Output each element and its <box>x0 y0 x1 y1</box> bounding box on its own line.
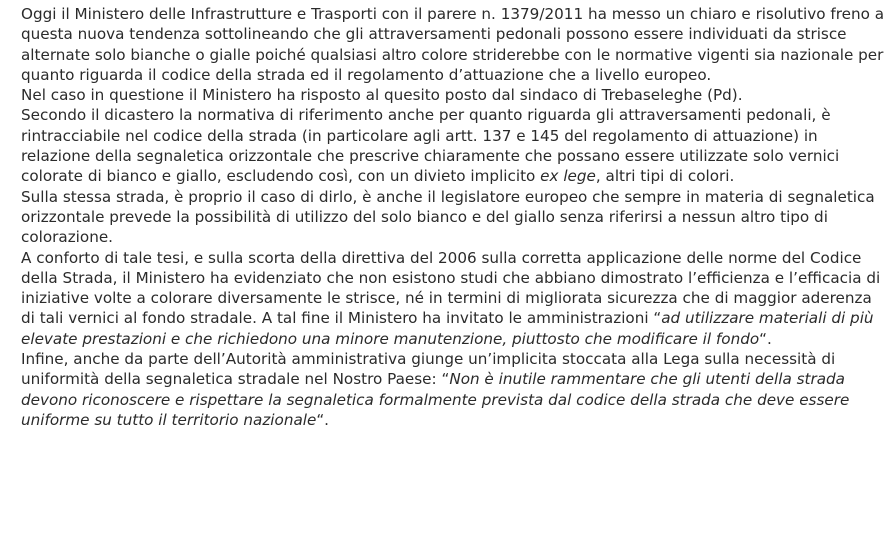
paragraph-text: Secondo il dicastero la normativa di riferimento anche per quanto riguarda gli attraversamenti pedonali, è rintracciabile nel codice della strada (in particolare agli artt. 137 e 145 del regolamento di attuazione) in relazione della segnaletica orizzontale che prescrive chiaramente che possano essere utilizzate solo vernici colorate di bianco e giallo, escludendo così, con un divieto implicito <box>21 106 840 186</box>
latin-term-emphasis: ex lege <box>540 167 596 186</box>
paragraph-text: “. <box>316 410 330 429</box>
paragraph-text: A conforto di tale tesi, e sulla scorta della direttiva del 2006 sulla corretta applicazione delle norme del Codice della Strada, il Ministero ha evidenziato che non esistono studi che abbiano dimostrato l’efficienza e l’efficacia di iniziative volte a colorare diversamente le strisce, né in termini di migliorata sicurezza che di maggior aderenza di tali vernici al fondo stradale. A tal fine il Ministero ha invitato le amministrazioni “ <box>21 248 881 328</box>
paragraph-directive-2006 <box>21 248 885 349</box>
ministry-quote: ad utilizzare materiali di più elevate prestazioni e che richiedono una minore manutenzione, piuttosto che modificare il fondo <box>21 309 874 348</box>
paragraph-text: , altri tipi di colori. <box>595 167 735 186</box>
paragraph-mayor-question: Nel caso in questione il Ministero ha risposto al quesito posto dal sindaco di Trebaseleghe (Pd). <box>21 86 743 105</box>
paragraph-text: Infine, anche da parte dell’Autorità amministrativa giunge un’implicita stoccata alla Lega sulla necessità di uniformità della segnaletica stradale nel Nostro Paese: “ <box>21 350 836 389</box>
authority-quote: Non è inutile rammentare che gli utenti della strada devono riconoscere e rispettare la segnaletica formalmente prevista dal codice della strada che deve essere uniforme su tutto il territorio nazionale <box>21 370 850 429</box>
paragraph-authority-conclusion <box>21 349 885 430</box>
paragraph-text: “. <box>759 329 772 348</box>
paragraph-regulation-reference <box>21 105 885 186</box>
paragraph-ministry-opinion: Oggi il Ministero delle Infrastrutture e Trasporti con il parere n. 1379/2011 ha messo un chiaro e risolutivo freno a questa nuova tendenza sottolineando che gli attraversamenti pedonali possono essere individuati da strisce alternate solo bianche o gialle poiché qualsiasi altro colore striderebbe con le normative vigenti sia nazionale per quanto riguarda il codice della strada ed il regolamento d’attuazione che a livello europeo. <box>21 5 885 84</box>
paragraph-european-legislation: Sulla stessa strada, è proprio il caso di dirlo, è anche il legislatore europeo che sempre in materia di segnaletica orizzontale prevede la possibilità di utilizzo del solo bianco e del giallo senza riferirsi a nessun altro tipo di colorazione. <box>21 187 875 247</box>
